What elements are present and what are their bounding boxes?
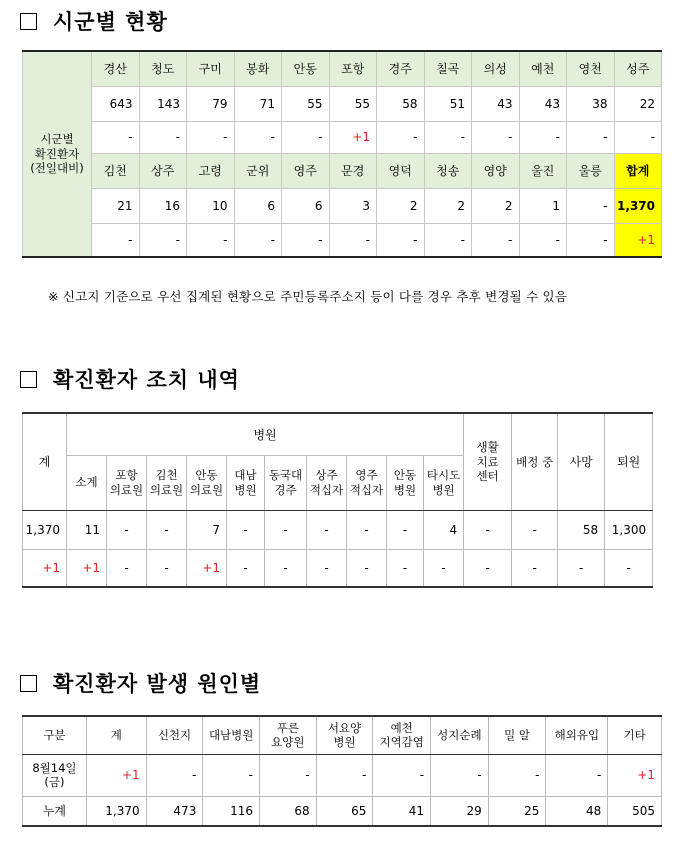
cell-value: - bbox=[347, 510, 387, 549]
cell-line: 동국대 bbox=[268, 468, 303, 483]
region-name: 상주 bbox=[139, 153, 187, 188]
header-hospital-sub bbox=[265, 455, 307, 510]
region-name: 고령 bbox=[187, 153, 235, 188]
region-delta: +1 bbox=[329, 121, 377, 153]
region-count: 2 bbox=[424, 188, 472, 223]
cell-value: 58 bbox=[558, 510, 605, 549]
region-delta: - bbox=[92, 223, 140, 257]
cell-line: 경주 bbox=[274, 482, 297, 497]
cell-line: 구분 bbox=[43, 728, 66, 743]
cell-line: 지역감염 bbox=[379, 735, 424, 750]
region-count: 38 bbox=[567, 86, 615, 121]
region-name: 의성 bbox=[472, 51, 520, 86]
region-delta: - bbox=[614, 121, 662, 153]
cell-line: 확진환자 bbox=[34, 146, 80, 161]
region-count: 55 bbox=[282, 86, 330, 121]
header-cell bbox=[23, 716, 87, 754]
region-count: 6 bbox=[234, 188, 282, 223]
cell-line: 계 bbox=[110, 728, 122, 743]
header-hospital-sub bbox=[147, 455, 187, 510]
cell-value: 48 bbox=[546, 796, 608, 826]
header-death: 사망 bbox=[558, 413, 605, 510]
cell-line: 해외유입 bbox=[554, 728, 600, 743]
table-row bbox=[23, 86, 662, 121]
cell-delta: +1 bbox=[67, 549, 107, 587]
cell-line: 상주 bbox=[315, 468, 338, 483]
cell-line: 적십자 bbox=[309, 482, 344, 497]
cell-value: - bbox=[387, 510, 424, 549]
region-name: 울릉 bbox=[567, 153, 615, 188]
region-count: 16 bbox=[139, 188, 187, 223]
cell-value: 29 bbox=[431, 796, 489, 826]
region-count: 2 bbox=[377, 188, 425, 223]
cell-value: 41 bbox=[373, 796, 431, 826]
region-delta: - bbox=[519, 121, 567, 153]
cell-line: 적십자 bbox=[349, 482, 384, 497]
region-delta: +1 bbox=[614, 223, 662, 257]
region-delta: - bbox=[329, 223, 377, 257]
header-hospital-sub bbox=[227, 455, 265, 510]
region-delta: - bbox=[472, 121, 520, 153]
cell-value: 7 bbox=[187, 510, 227, 549]
section-title-cause-breakdown: 확진환자 발생 원인별 bbox=[20, 668, 261, 698]
header-hospital-sub bbox=[387, 455, 424, 510]
cell-line: 병원 bbox=[333, 735, 356, 750]
region-name: 청송 bbox=[424, 153, 472, 188]
header-hospital-sub bbox=[67, 455, 107, 510]
region-delta: - bbox=[92, 121, 140, 153]
cell-line: 대남병원 bbox=[208, 728, 254, 743]
region-count: 1,370 bbox=[614, 188, 662, 223]
cell-line: 기타 bbox=[623, 728, 646, 743]
header-hospital-sub bbox=[347, 455, 387, 510]
header-hospital: 병원 bbox=[67, 413, 464, 455]
checkbox-square-icon bbox=[20, 13, 37, 30]
cell-line: 밀 알 bbox=[504, 728, 531, 743]
cell-line: 서요양 bbox=[327, 720, 362, 735]
cell-delta: - bbox=[347, 549, 387, 587]
cell-value: 65 bbox=[316, 796, 373, 826]
region-name: 포항 bbox=[329, 51, 377, 86]
region-name: 경산 bbox=[92, 51, 140, 86]
region-delta: - bbox=[282, 121, 330, 153]
region-count: 58 bbox=[377, 86, 425, 121]
cell-value: 473 bbox=[146, 796, 203, 826]
cell-value: 116 bbox=[203, 796, 260, 826]
row-label-cell bbox=[23, 51, 92, 257]
region-count: 22 bbox=[614, 86, 662, 121]
region-count: 21 bbox=[92, 188, 140, 223]
row-label: 누계 bbox=[23, 796, 87, 826]
cell-delta: - bbox=[260, 754, 317, 796]
cell-delta: +1 bbox=[608, 754, 662, 796]
cell-line: 김천 bbox=[155, 468, 178, 483]
table-row bbox=[23, 754, 662, 796]
checkbox-square-icon bbox=[20, 371, 37, 388]
region-delta: - bbox=[282, 223, 330, 257]
region-count: 51 bbox=[424, 86, 472, 121]
region-name: 구미 bbox=[187, 51, 235, 86]
cell-value: 1,300 bbox=[605, 510, 653, 549]
cell-delta: - bbox=[512, 549, 558, 587]
region-name: 영천 bbox=[567, 51, 615, 86]
table-row bbox=[23, 188, 662, 223]
header-hospital-sub bbox=[187, 455, 227, 510]
region-count: - bbox=[567, 188, 615, 223]
cell-value: 505 bbox=[608, 796, 662, 826]
cell-delta: +1 bbox=[86, 754, 146, 796]
cell-delta: - bbox=[488, 754, 546, 796]
cell-line: 예천 bbox=[390, 720, 413, 735]
table-row bbox=[23, 549, 653, 587]
cell-delta: - bbox=[431, 754, 489, 796]
header-cell bbox=[260, 716, 317, 754]
section-title-patient-measures: 확진환자 조치 내역 bbox=[20, 364, 240, 394]
cell-delta: - bbox=[316, 754, 373, 796]
header-hospital-sub bbox=[424, 455, 464, 510]
header-discharge: 퇴원 bbox=[605, 413, 653, 510]
cell-delta: +1 bbox=[23, 549, 67, 587]
header-assigning: 배정 중 bbox=[512, 413, 558, 510]
cell-line: 의료원 bbox=[109, 482, 144, 497]
table-row bbox=[23, 153, 662, 188]
region-name: 성주 bbox=[614, 51, 662, 86]
header-cell bbox=[488, 716, 546, 754]
header-center bbox=[464, 413, 512, 510]
region-count: 2 bbox=[472, 188, 520, 223]
cell-delta: - bbox=[265, 549, 307, 587]
header-hospital-sub bbox=[107, 455, 147, 510]
region-count: 71 bbox=[234, 86, 282, 121]
region-count: 55 bbox=[329, 86, 377, 121]
cell-delta: - bbox=[203, 754, 260, 796]
cell-value: - bbox=[265, 510, 307, 549]
region-count: 1 bbox=[519, 188, 567, 223]
cell-delta: - bbox=[424, 549, 464, 587]
header-total: 계 bbox=[23, 413, 67, 510]
header-cell bbox=[86, 716, 146, 754]
cell-delta: - bbox=[146, 754, 203, 796]
cell-line: 병원 bbox=[432, 482, 455, 497]
cell-value: 1,370 bbox=[86, 796, 146, 826]
header-hospital-sub bbox=[307, 455, 347, 510]
cell-value: - bbox=[107, 510, 147, 549]
cell-line: 병원 bbox=[234, 482, 257, 497]
cell-delta: - bbox=[546, 754, 608, 796]
region-delta: - bbox=[567, 121, 615, 153]
cell-line: 소계 bbox=[75, 475, 98, 490]
table-row bbox=[23, 510, 653, 549]
cell-delta: +1 bbox=[187, 549, 227, 587]
header-cell bbox=[203, 716, 260, 754]
cause-breakdown-table bbox=[22, 715, 662, 827]
region-count: 6 bbox=[282, 188, 330, 223]
cell-line: 대남 bbox=[234, 468, 257, 483]
region-delta: - bbox=[377, 121, 425, 153]
cell-value: - bbox=[464, 510, 512, 549]
header-cell bbox=[316, 716, 373, 754]
cell-line: 시군별 bbox=[40, 132, 74, 147]
cell-line: 8월14일 bbox=[32, 760, 77, 775]
cell-line: 영주 bbox=[355, 468, 378, 483]
cell-line: 안동 bbox=[393, 468, 417, 483]
footnote: ※ 신고지 기준으로 우선 집계된 현황으로 주민등록주소지 등이 다를 경우 추후 변경될 수 있음 bbox=[48, 289, 568, 304]
region-name: 안동 bbox=[282, 51, 330, 86]
region-name: 영양 bbox=[472, 153, 520, 188]
region-count: 10 bbox=[187, 188, 235, 223]
table-row bbox=[23, 796, 662, 826]
region-name: 김천 bbox=[92, 153, 140, 188]
region-delta: - bbox=[234, 121, 282, 153]
cell-value: 1,370 bbox=[23, 510, 67, 549]
cell-delta: - bbox=[387, 549, 424, 587]
header-cell bbox=[431, 716, 489, 754]
region-delta: - bbox=[187, 121, 235, 153]
cell-line: 성지순례 bbox=[437, 728, 482, 743]
region-delta: - bbox=[519, 223, 567, 257]
region-delta: - bbox=[234, 223, 282, 257]
cell-delta: - bbox=[147, 549, 187, 587]
table-row bbox=[23, 121, 662, 153]
cell-line: 푸른 bbox=[276, 720, 299, 735]
region-name: 경주 bbox=[377, 51, 425, 86]
cell-delta: - bbox=[307, 549, 347, 587]
region-name: 합계 bbox=[614, 153, 662, 188]
region-count: 79 bbox=[187, 86, 235, 121]
cell-delta: - bbox=[373, 754, 431, 796]
region-name: 청도 bbox=[139, 51, 187, 86]
cell-delta: - bbox=[107, 549, 147, 587]
region-name: 군위 bbox=[234, 153, 282, 188]
cell-delta: - bbox=[605, 549, 653, 587]
table-row bbox=[23, 223, 662, 257]
region-delta: - bbox=[187, 223, 235, 257]
region-name: 봉화 bbox=[234, 51, 282, 86]
cell-value: 68 bbox=[260, 796, 317, 826]
region-delta: - bbox=[424, 223, 472, 257]
section-title-region-status: 시군별 현황 bbox=[20, 6, 168, 36]
region-count: 3 bbox=[329, 188, 377, 223]
region-name: 문경 bbox=[329, 153, 377, 188]
cell-line: 포항 bbox=[115, 468, 138, 483]
cell-value: - bbox=[512, 510, 558, 549]
region-status-table bbox=[22, 50, 662, 258]
cell-value: - bbox=[147, 510, 187, 549]
cell-delta: - bbox=[558, 549, 605, 587]
header-cell bbox=[373, 716, 431, 754]
region-delta: - bbox=[139, 121, 187, 153]
region-delta: - bbox=[567, 223, 615, 257]
checkbox-square-icon bbox=[20, 675, 37, 692]
cell-value: 11 bbox=[67, 510, 107, 549]
region-count: 43 bbox=[519, 86, 567, 121]
cell-value: - bbox=[307, 510, 347, 549]
region-delta: - bbox=[424, 121, 472, 153]
region-name: 영주 bbox=[282, 153, 330, 188]
region-delta: - bbox=[472, 223, 520, 257]
cell-line: 요양원 bbox=[271, 735, 305, 750]
cell-value: - bbox=[227, 510, 265, 549]
cell-line: (금) bbox=[44, 775, 65, 789]
cell-line: (전일대비) bbox=[30, 161, 84, 176]
cell-line: 신천지 bbox=[157, 728, 192, 743]
cell-line: 안동 bbox=[195, 468, 218, 483]
cell-line: 생활 bbox=[476, 440, 499, 455]
header-cell bbox=[546, 716, 608, 754]
cell-value: 25 bbox=[488, 796, 546, 826]
table-row bbox=[23, 51, 662, 86]
region-name: 영덕 bbox=[377, 153, 425, 188]
cell-delta: - bbox=[464, 549, 512, 587]
region-name: 예천 bbox=[519, 51, 567, 86]
region-count: 143 bbox=[139, 86, 187, 121]
cell-line: 센터 bbox=[476, 468, 499, 483]
row-label bbox=[23, 754, 87, 796]
cell-line: 타시도 bbox=[426, 468, 461, 483]
cell-delta: - bbox=[227, 549, 265, 587]
table-row bbox=[23, 716, 662, 754]
header-cell bbox=[146, 716, 203, 754]
region-name: 울진 bbox=[519, 153, 567, 188]
table-row bbox=[23, 413, 653, 455]
patient-measures-table bbox=[22, 412, 653, 588]
cell-line: 치료 bbox=[476, 454, 499, 469]
cell-line: 병원 bbox=[393, 482, 417, 497]
cell-value: 4 bbox=[424, 510, 464, 549]
region-name: 칠곡 bbox=[424, 51, 472, 86]
header-cell bbox=[608, 716, 662, 754]
cell-line: 의료원 bbox=[149, 482, 184, 497]
region-delta: - bbox=[377, 223, 425, 257]
region-delta: - bbox=[139, 223, 187, 257]
region-count: 643 bbox=[92, 86, 140, 121]
region-count: 43 bbox=[472, 86, 520, 121]
cell-line: 의료원 bbox=[189, 482, 224, 497]
